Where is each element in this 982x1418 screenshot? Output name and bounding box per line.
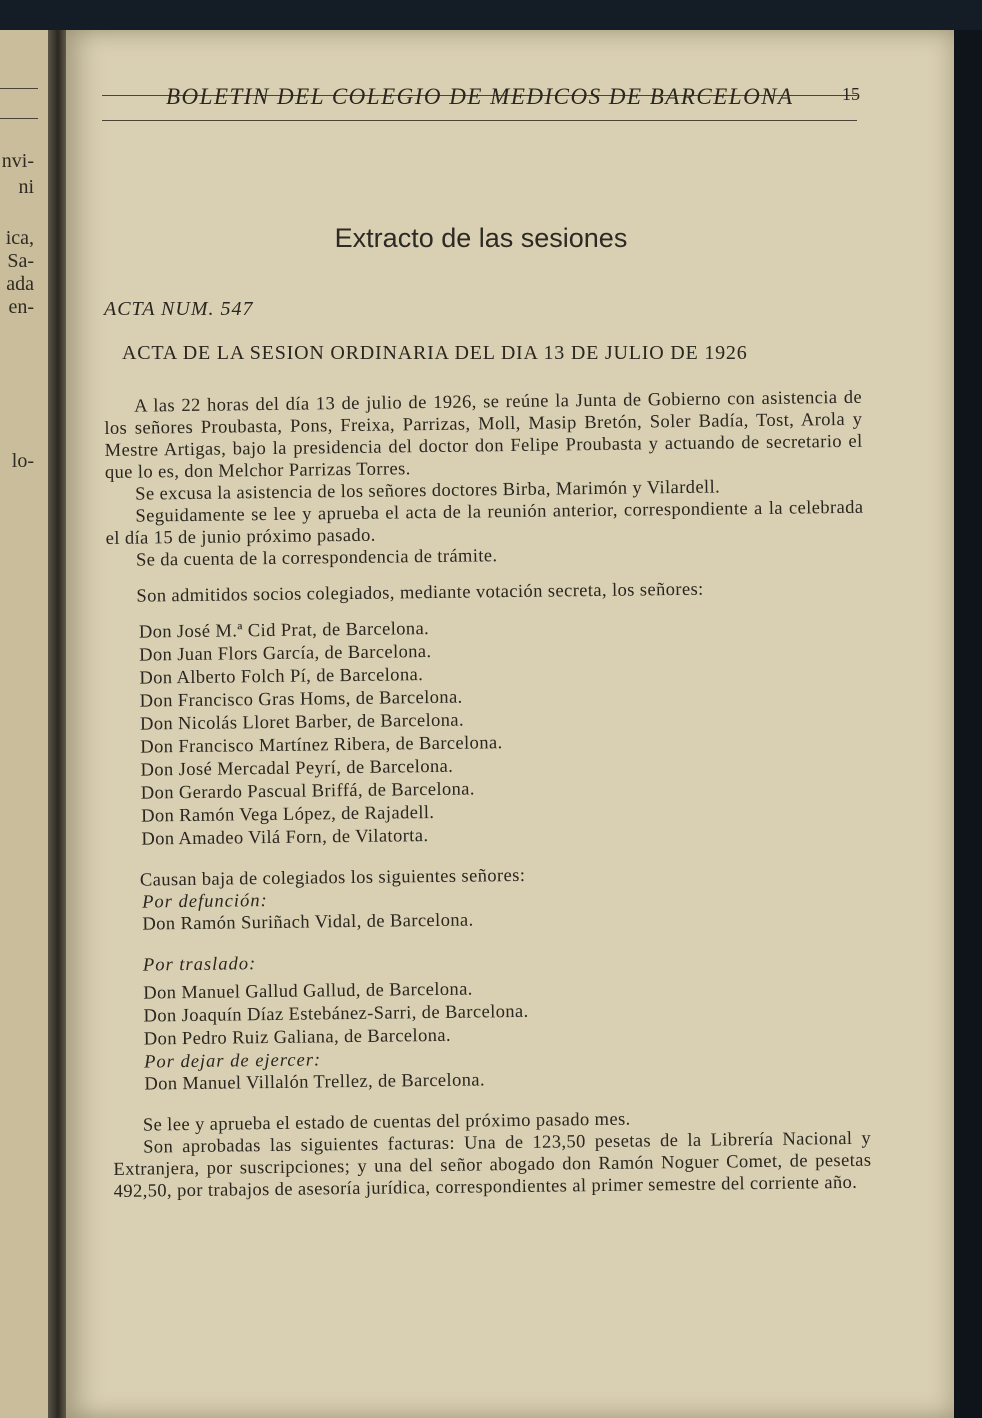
paragraph: Son aprobadas las siguientes facturas: Una de 123,50 pesetas de la Librería Nacional y Extranjera, por suscripciones; y una del señor abogado don Ramón Noguer Comet, de pesetas 492,50, por trabajos de asesoría jurídica, correspondientes al primer semestre del corriente año. <box>113 1128 872 1202</box>
list-item: Don Gerardo Pascual Briffá, de Barcelona. <box>140 779 476 804</box>
running-head: BOLETIN DEL COLEGIO DE MEDICOS DE BARCELONA <box>166 84 794 109</box>
header-rule <box>102 120 857 121</box>
traslado-label: Por traslado: <box>142 954 257 976</box>
list-item: Don Ramón Vega López, de Rajadell. <box>141 802 435 827</box>
paragraph: A las 22 horas del día 13 de julio de 1926, se reúne la Junta de Gobierno con asistencia de los señores Proubasta, Pons, Freixa, Parrizas, Moll, Masip Bretón, Soler Badía, Tost, Arola y Mestre Artigas, bajo la presidencia del doctor don Felipe Proubasta y actuando de secretario el que lo es, don Melchor Parrizas Torres. <box>104 387 863 483</box>
list-item: Don Ramón Suriñach Vidal, de Barcelona. <box>142 910 474 935</box>
facing-page-fragment: Sa- <box>7 250 34 272</box>
list-item: Don José M.ª Cid Prat, de Barcelona. <box>138 619 430 643</box>
list-item: Don Juan Flors García, de Barcelona. <box>139 642 432 666</box>
list-item: Don Manuel Gallud Gallud, de Barcelona. <box>143 979 473 1004</box>
facing-page-rule <box>0 118 38 119</box>
admitidos-list <box>107 613 868 852</box>
traslado-list <box>111 974 870 1052</box>
paragraph: Se lee y aprueba el estado de cuentas del próximo pasado mes. <box>142 1109 631 1136</box>
paragraph: Se excusa la asistencia de los señores doctores Birba, Marimón y Vilardell. <box>135 477 721 505</box>
paragraph: Se da cuenta de la correspondencia de trámite. <box>135 546 498 571</box>
section-title: Extracto de las sesiones <box>334 223 628 253</box>
page-number: 15 <box>842 84 860 104</box>
acta-heading: ACTA DE LA SESION ORDINARIA DEL DIA 13 DE JULIO DE 1926 <box>122 342 748 364</box>
bajas-intro: Causan baja de colegiados los siguientes señores: <box>139 865 526 891</box>
facing-page-fragment: ni <box>18 176 34 198</box>
acta-number: ACTA NUM. 547 <box>104 298 254 320</box>
document-page <box>66 30 954 1418</box>
facing-page-fragment: nvi- <box>1 150 34 172</box>
admitidos-intro: Son admitidos socios colegiados, mediante votación secreta, los señores: <box>136 579 704 607</box>
list-item: Don Pedro Ruiz Galiana, de Barcelona. <box>143 1025 452 1050</box>
list-item: Don Alberto Folch Pí, de Barcelona. <box>139 665 424 689</box>
facing-page-fragment: lo- <box>11 450 34 472</box>
dejar-label: Por dejar de ejercer: <box>144 1050 322 1073</box>
facing-page-strip <box>0 30 48 1418</box>
paragraph: Seguidamente se lee y aprueba el acta de la reunión anterior, correspondiente a la celebrada el día 15 de junio próximo pasado. <box>105 497 864 549</box>
list-item: Don Manuel Villalón Trellez, de Barcelona. <box>144 1070 486 1095</box>
list-item: Don Nicolás Lloret Barber, de Barcelona. <box>139 710 465 735</box>
scan-background <box>954 30 982 1418</box>
list-item: Don Francisco Martínez Ribera, de Barcelona. <box>140 733 503 758</box>
facing-page-fragment: ica, <box>5 227 34 249</box>
list-item: Don Joaquín Díaz Estebánez-Sarri, de Barcelona. <box>143 1001 529 1027</box>
minutes-body <box>104 387 872 1203</box>
list-item: Don Francisco Gras Homs, de Barcelona. <box>139 687 463 712</box>
defuncion-label: Por defunción: <box>142 891 268 913</box>
list-item: Don Amadeo Vilá Forn, de Vilatorta. <box>141 826 429 850</box>
facing-page-fragment: ada <box>6 273 34 295</box>
facing-page-fragment: en- <box>8 296 34 318</box>
facing-page-rule <box>0 88 38 89</box>
book-gutter <box>48 30 68 1418</box>
list-item: Don José Mercadal Peyrí, de Barcelona. <box>140 756 454 781</box>
